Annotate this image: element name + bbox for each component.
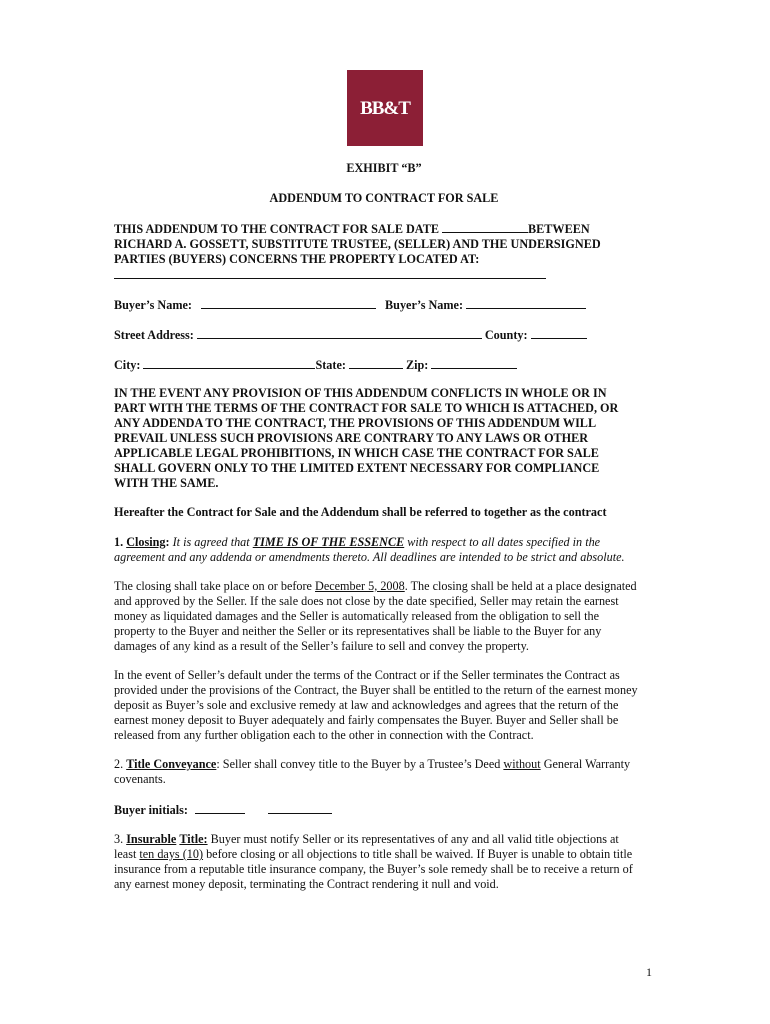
closing-para-text: The closing shall take place on or before (114, 579, 316, 593)
closing-section: 1. Closing: It is agreed that TIME IS OF THE ESSENCE with respect to all dates specified in the agreement and any addenda or amendments thereto. All deadlines are intended to be strict and absolute. (114, 535, 654, 565)
state-blank[interactable] (349, 357, 403, 369)
buyer-names-row (114, 297, 654, 313)
default-line: released from any further obligation each to the other in connection with the Contract. (114, 728, 534, 742)
closing-number: 1. (114, 535, 127, 549)
closing-para-line: money as liquidated damages and the Seller is automatically released from the obligation to sell the (114, 609, 599, 623)
conflict-line: SHALL GOVERN ONLY TO THE LIMITED EXTENT NECESSARY FOR COMPLIANCE (114, 461, 600, 475)
street-blank[interactable] (197, 327, 482, 339)
street-row (114, 327, 654, 343)
buyer-name-label-1: Buyer’s Name: (114, 298, 192, 312)
insurable-text: least (114, 847, 140, 861)
city-blank[interactable] (143, 357, 315, 369)
title-conveyance-section (114, 757, 654, 787)
property-address-blank[interactable] (114, 267, 546, 279)
initials-blank-1[interactable] (195, 802, 245, 814)
intro-line-3: PARTIES (BUYERS) CONCERNS THE PROPERTY LOCATED AT: (114, 252, 480, 266)
city-row (114, 357, 654, 373)
buyer-initials-label: Buyer initials: (114, 803, 188, 817)
hereafter-statement: Hereafter the Contract for Sale and the Addendum shall be referred to together as the contract (114, 505, 607, 519)
buyer-name-label-2: Buyer’s Name: (385, 298, 463, 312)
logo-text: BB&T (360, 97, 410, 119)
intro-line-2: RICHARD A. GOSSETT, SUBSTITUTE TRUSTEE, (SELLER) AND THE UNDERSIGNED (114, 237, 601, 251)
title-conveyance-number: 2. (114, 757, 127, 771)
default-paragraph (114, 668, 654, 743)
title-conveyance-text: covenants. (114, 772, 166, 786)
closing-date: December 5, 2008 (315, 579, 405, 593)
initials-blank-2[interactable] (268, 802, 332, 814)
city-label: City: (114, 358, 141, 372)
time-essence-emphasis: TIME IS OF THE ESSENCE (252, 535, 405, 549)
buyer-name-blank-1[interactable] (201, 297, 376, 309)
conflict-line: APPLICABLE LEGAL PROHIBITIONS, IN WHICH CASE THE CONTRACT FOR SALE (114, 446, 599, 460)
closing-heading: Closing (126, 535, 166, 549)
zip-blank[interactable] (431, 357, 517, 369)
default-line: provided under the provisions of the Contract, the Buyer shall be entitled to the return of the earnest money (114, 683, 638, 697)
conflict-line: WITH THE SAME. (114, 476, 219, 490)
insurable-text: before closing or all objections to title shall be waived. If Buyer is unable to obtain title (203, 847, 633, 861)
conflict-line: PART WITH THE TERMS OF THE CONTRACT FOR SALE TO WHICH IS ATTACHED, OR (114, 401, 619, 415)
insurable-title-section (114, 832, 654, 892)
title-conveyance-text: General Warranty (540, 757, 631, 771)
without-emphasis: without (503, 757, 541, 771)
street-label: Street Address: (114, 328, 194, 342)
conflict-line: PREVAIL UNLESS SUCH PROVISIONS ARE CONTRARY TO ANY LAWS OR OTHER (114, 431, 589, 445)
county-blank[interactable] (531, 327, 587, 339)
default-line: In the event of Seller’s default under the terms of the Contract or if the Seller terminates the Contract as (114, 668, 620, 682)
closing-date-paragraph (114, 579, 654, 654)
insurable-text: Buyer must notify Seller or its representatives of any and all valid title objections at (207, 832, 619, 846)
bbt-logo (347, 70, 423, 146)
title-heading: Title: (179, 832, 208, 846)
conflict-line: ANY ADDENDA TO THE CONTRACT, THE PROVISIONS OF THIS ADDENDUM WILL (114, 416, 597, 430)
buyer-initials-row (114, 802, 654, 818)
state-label: State: (315, 358, 346, 372)
conflict-clause (114, 386, 654, 491)
title-conveyance-text: : Seller shall convey title to the Buyer by a Trustee’s Deed (216, 757, 504, 771)
default-line: deposit as Buyer’s sole and exclusive remedy at law and acknowledges and agrees that the return of the (114, 698, 619, 712)
insurable-text: any earnest money deposit, terminating the Contract rendering it null and void. (114, 877, 499, 891)
document-title: ADDENDUM TO CONTRACT FOR SALE (269, 191, 499, 205)
closing-text: agreement and any addenda or amendments thereto. All deadlines are intended to be strict and absolute. (114, 550, 625, 564)
closing-text: with respect to all dates specified in the (404, 535, 601, 549)
conflict-line: IN THE EVENT ANY PROVISION OF THIS ADDENDUM CONFLICTS IN WHOLE OR IN (114, 386, 607, 400)
ten-days-emphasis: ten days (10) (139, 847, 204, 861)
insurable-text: insurance from a reputable title insurance company, the Buyer’s sole remedy shall be to receive a return of (114, 862, 633, 876)
page-number: 1 (646, 965, 652, 979)
intro-line-1b: BETWEEN (528, 222, 590, 236)
contract-date-blank[interactable] (442, 221, 528, 233)
insurable-number: 3. (114, 832, 127, 846)
intro-paragraph (114, 221, 654, 283)
title-conveyance-heading: Title Conveyance (126, 757, 217, 771)
exhibit-label: EXHIBIT “B” (346, 161, 422, 175)
closing-text: It is agreed that (172, 535, 253, 549)
intro-line-1a: THIS ADDENDUM TO THE CONTRACT FOR SALE DATE (114, 222, 439, 236)
closing-para-line: damages of any kind as a result of the Seller’s failure to sell and convey the property. (114, 639, 529, 653)
closing-para-line: property to the Buyer and neither the Seller or its representatives shall be liable to the Buyer for any (114, 624, 602, 638)
default-line: earnest money deposit to Buyer adequately and fairly compensates the Buyer. Buyer and Seller shall be (114, 713, 619, 727)
zip-label: Zip: (406, 358, 429, 372)
buyer-name-blank-2[interactable] (466, 297, 586, 309)
closing-para-line: and approved by the Seller. If the sale does not close by the date specified, Seller may retain the earnest (114, 594, 619, 608)
insurable-heading: Insurable (126, 832, 177, 846)
closing-para-text: . The closing shall be held at a place designated (404, 579, 637, 593)
county-label: County: (484, 328, 528, 342)
